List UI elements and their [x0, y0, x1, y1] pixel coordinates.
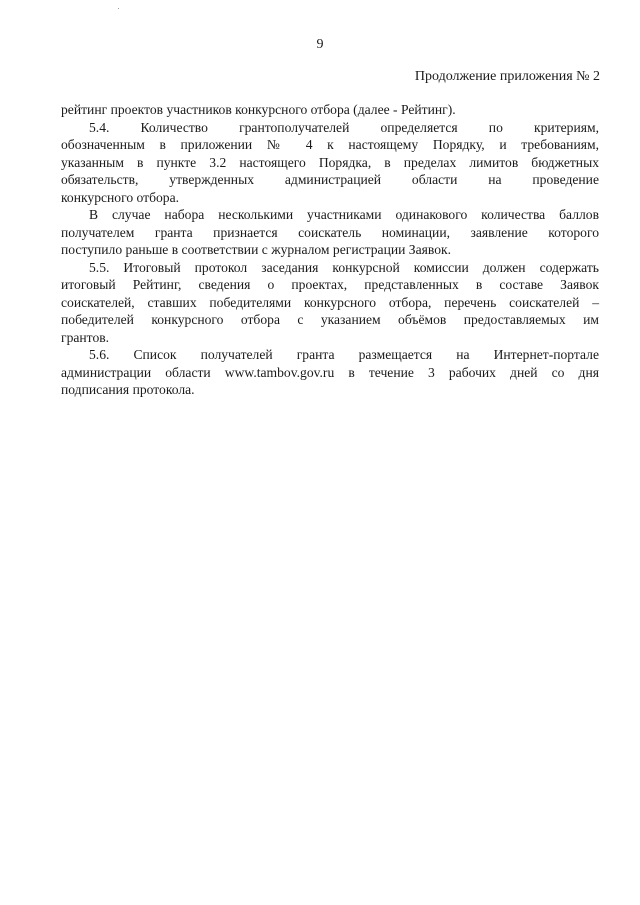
paragraph-5-4-line: обозначенным в приложении № 4 к настоящему Порядку, и требованиям, — [61, 137, 599, 152]
text-line: рейтинг проектов участников конкурсного отбора (далее - Рейтинг). — [61, 102, 456, 117]
paragraph-5-5-line: соискателей, ставших победителями конкурсного отбора, перечень соискателей – — [61, 294, 599, 310]
paragraph-5-6-line: администрации области www.tambov.gov.ru в течение 3 рабочих дней со дня — [61, 364, 599, 380]
appendix-continuation-note: Продолжение приложения № 2 — [414, 69, 600, 84]
page-number: 9 — [316, 37, 324, 52]
paragraph-5-5-line: победителей конкурсного отбора с указанием объёмов предоставляемых им — [61, 312, 599, 327]
paragraph-5-4-line: конкурсного отбора. — [61, 189, 180, 205]
paragraph-5-4-line: обязательств, утвержденных администрацией области на проведение — [61, 172, 599, 187]
paragraph-tie-line: поступило раньше в соответствии с журналом регистрации Заявок. — [61, 242, 452, 257]
scan-speck — [118, 8, 119, 9]
paragraph-tie-line: В случае набора несколькими участниками одинакового количества баллов — [89, 207, 599, 222]
paragraph-tie-line: получателем гранта признается соискатель номинации, заявление которого — [61, 224, 599, 240]
paragraph-5-4-line: указанным в пункте 3.2 настоящего Порядка, в пределах лимитов бюджетных — [61, 154, 599, 170]
document-body — [61, 101, 599, 399]
paragraph-5-6-line: подписания протокола. — [61, 382, 195, 397]
paragraph-5-6-line: 5.6. Список получателей гранта размещается на Интернет-портале — [89, 347, 599, 362]
paragraph-5-5-line: итоговый Рейтинг, сведения о проектах, представленных в составе Заявок — [61, 277, 599, 292]
paragraph-5-4-line: 5.4. Количество грантополучателей определяется по критериям, — [89, 119, 599, 135]
paragraph-5-5-line: 5.5. Итоговый протокол заседания конкурсной комиссии должен содержать — [89, 259, 599, 275]
paragraph-5-5-line: грантов. — [61, 329, 110, 345]
